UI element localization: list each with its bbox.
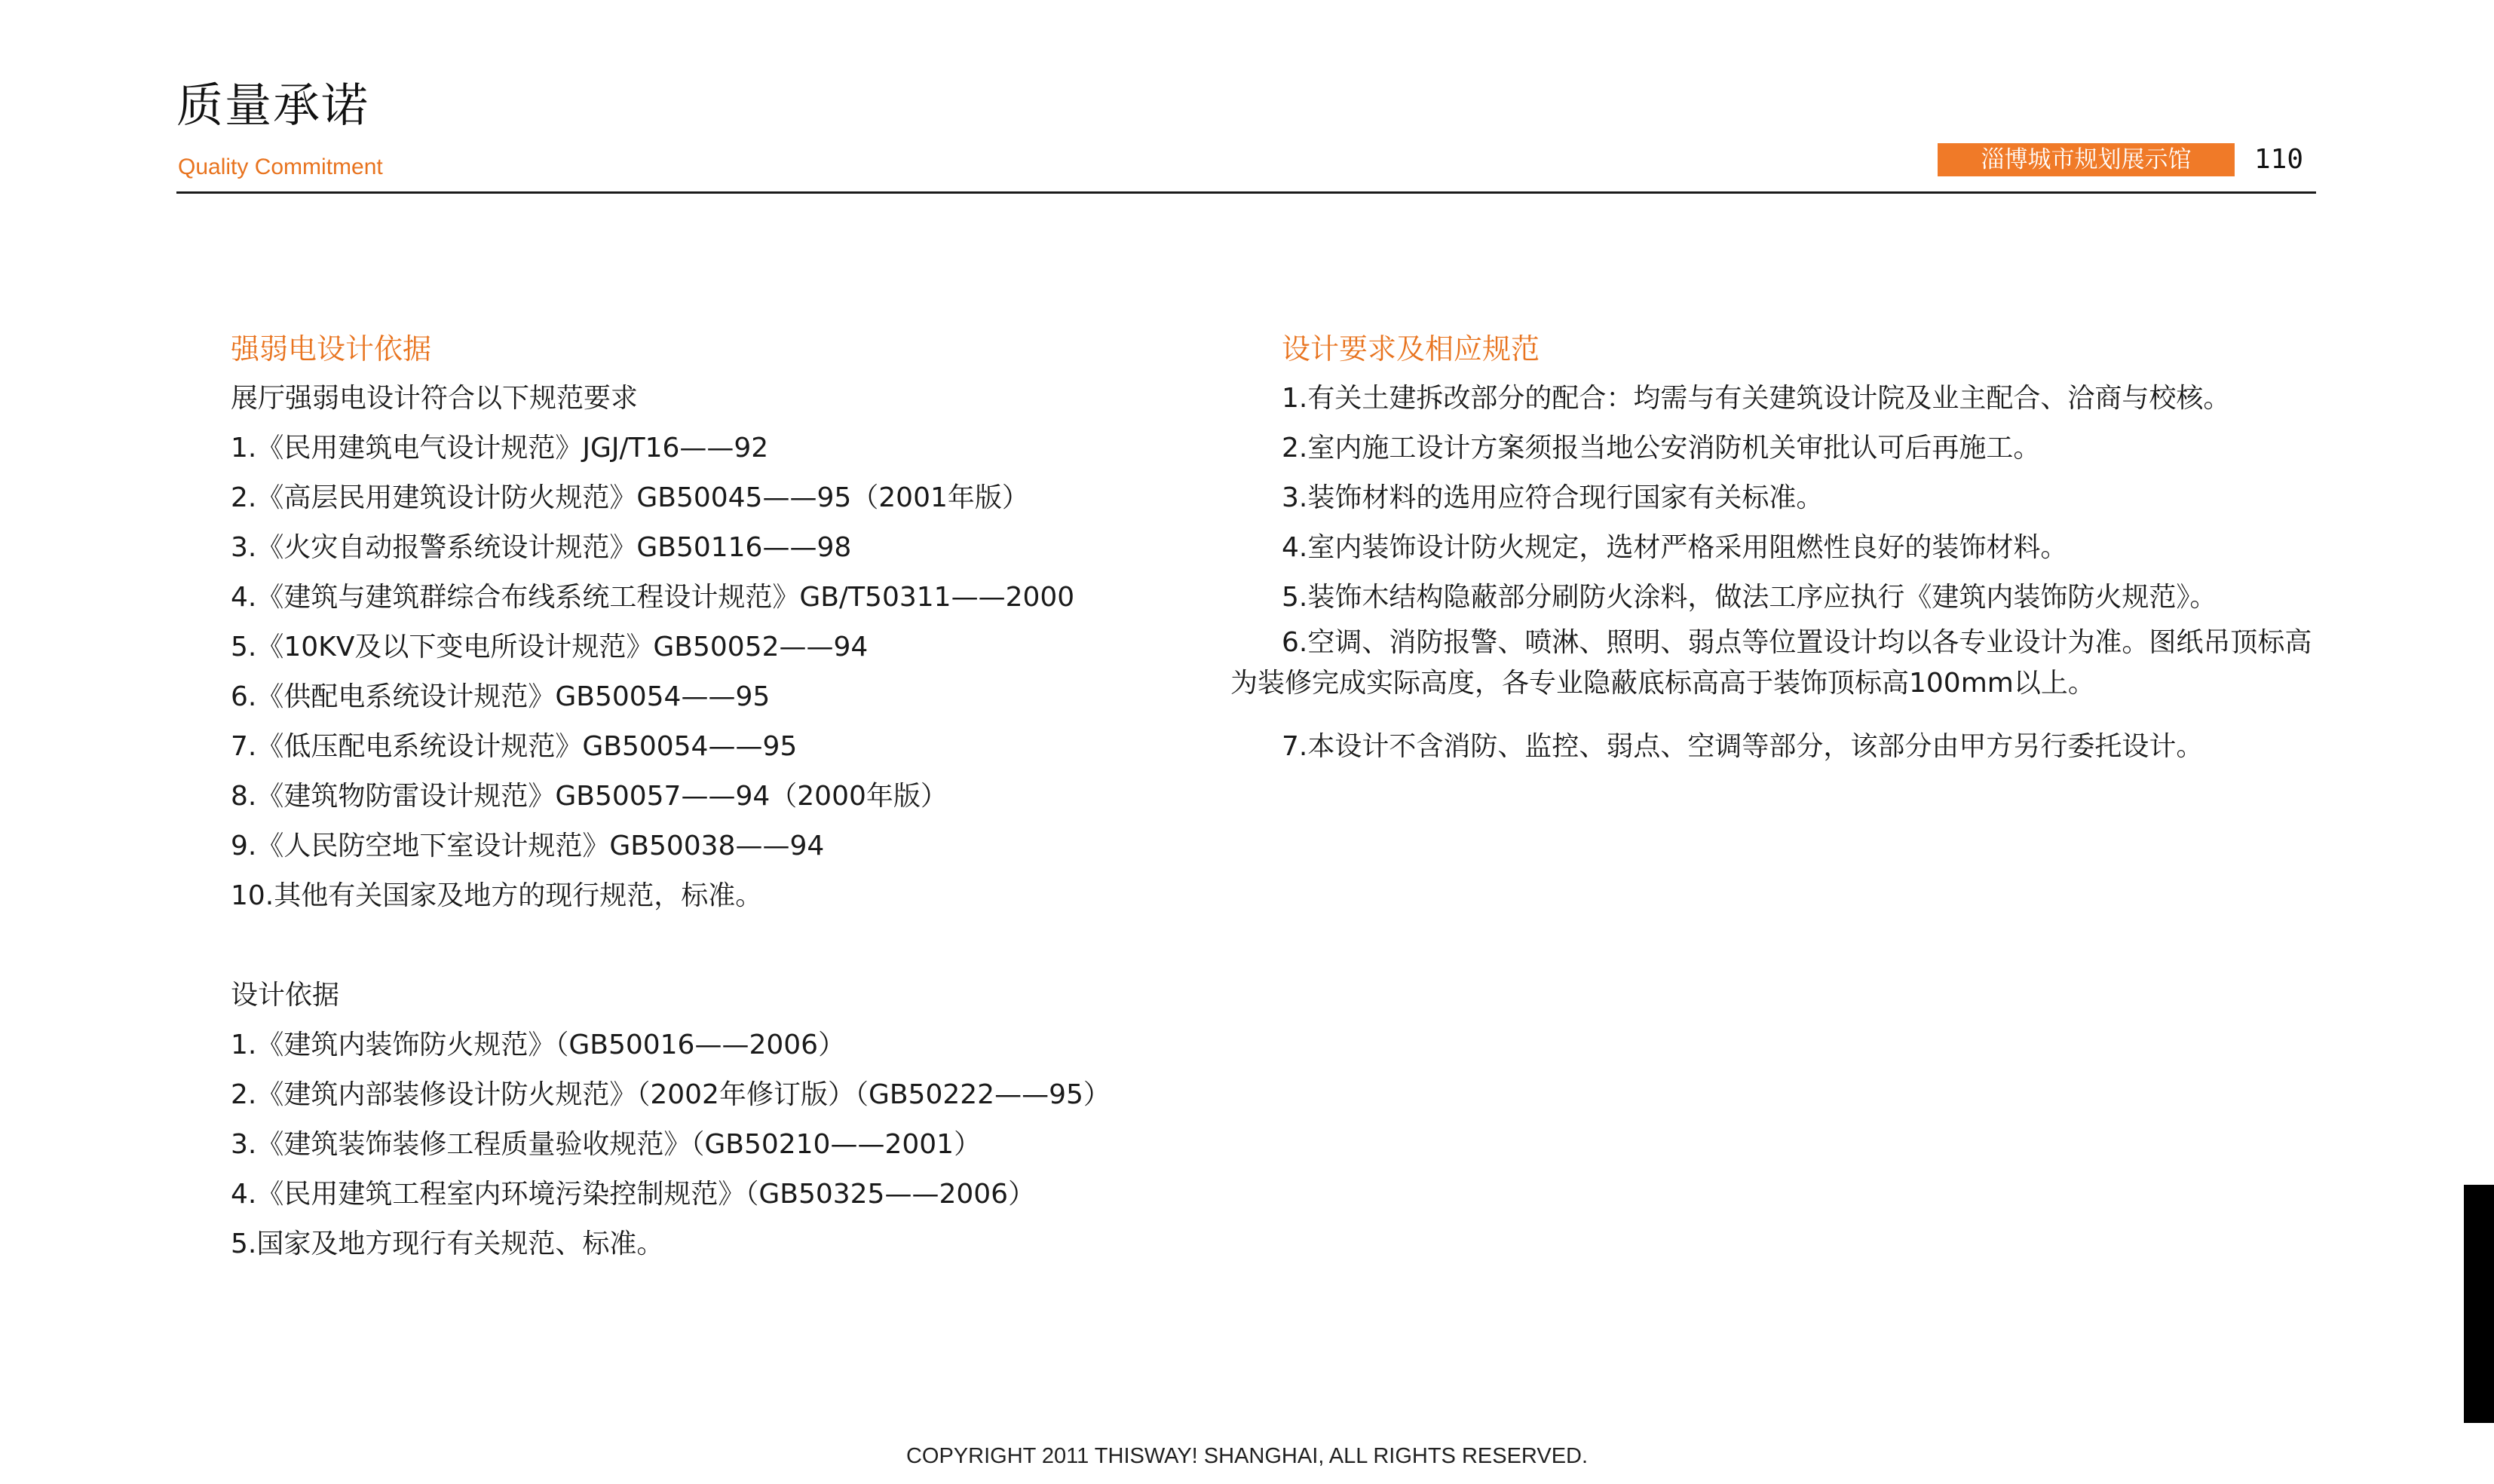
list-item: 2.《高层民用建筑设计防火规范》GB50045——95（2001年版） — [231, 482, 1029, 513]
list-item: 9.《人民防空地下室设计规范》GB50038——94 — [231, 831, 825, 861]
page-subtitle: Quality Commitment — [178, 155, 383, 179]
section-heading-design-basis: 设计依据 — [231, 980, 340, 1011]
spacer — [231, 921, 1173, 971]
right-column — [1230, 324, 2316, 772]
list-item: 4.室内装饰设计防火规定，选材严格采用阻燃性良好的装饰材料。 — [1282, 532, 2068, 563]
list-item: 8.《建筑物防雷设计规范》GB50057——94（2000年版） — [231, 781, 948, 812]
list-item: 5.装饰木结构隐蔽部分刷防火涂料，做法工序应执行《建筑内装饰防火规范》。 — [1282, 582, 2217, 613]
list-item: 2.室内施工设计方案须报当地公安消防机关审批认可后再施工。 — [1282, 433, 2041, 464]
list-item: 3.《建筑装饰装修工程质量验收规范》（GB50210——2001） — [231, 1129, 982, 1160]
page-number: 110 — [2254, 144, 2304, 175]
list-item: 1.有关土建拆改部分的配合：均需与有关建筑设计院及业主配合、洽商与校核。 — [1282, 383, 2231, 414]
edge-tab — [2464, 1185, 2494, 1423]
list-item: 1.《民用建筑电气设计规范》JGJ/T16——92 — [231, 433, 769, 464]
list-item: 2.《建筑内部装修设计防火规范》（2002年修订版）（GB50222——95） — [231, 1079, 1111, 1110]
section-intro-electrical: 展厅强弱电设计符合以下规范要求 — [231, 383, 639, 414]
copyright-footer: COPYRIGHT 2011 THISWAY! SHANGHAI, ALL RIGHTS RESERVED. — [905, 1444, 1589, 1468]
list-item: 4.《建筑与建筑群综合布线系统工程设计规范》GB/T50311——2000 — [231, 582, 1075, 613]
section-heading-requirements: 设计要求及相应规范 — [1282, 332, 1540, 366]
left-column — [231, 324, 1173, 1269]
list-item: 10.其他有关国家及地方的现行规范，标准。 — [231, 880, 763, 911]
list-item: 7.本设计不含消防、监控、弱点、空调等部分，该部分由甲方另行委托设计。 — [1282, 731, 2204, 762]
list-item: 7.《低压配电系统设计规范》GB50054——95 — [231, 731, 798, 762]
page-title: 质量承诺 — [176, 78, 370, 133]
list-item: 1.《建筑内装饰防火规范》（GB50016——2006） — [231, 1030, 846, 1060]
list-item: 4.《民用建筑工程室内环境污染控制规范》（GB50325——2006） — [231, 1179, 1036, 1210]
header-divider — [176, 191, 2316, 194]
list-item: 5.国家及地方现行有关规范、标准。 — [231, 1229, 664, 1259]
list-item: 3.装饰材料的选用应符合现行国家有关标准。 — [1282, 482, 1824, 513]
section-heading-electrical: 强弱电设计依据 — [231, 332, 432, 366]
list-item: 5.《10KV及以下变电所设计规范》GB50052——94 — [231, 632, 869, 662]
list-item: 6.《供配电系统设计规范》GB50054——95 — [231, 681, 771, 712]
venue-badge: 淄博城市规划展示馆 — [1938, 143, 2235, 176]
list-item: 6.空调、消防报警、喷淋、照明、弱点等位置设计均以各专业设计为准。图纸吊顶标高为装修完成实际高度，各专业隐蔽底标高高于装饰顶标高100mm以上。 — [1230, 627, 2312, 699]
list-item: 3.《火灾自动报警系统设计规范》GB50116——98 — [231, 532, 852, 563]
